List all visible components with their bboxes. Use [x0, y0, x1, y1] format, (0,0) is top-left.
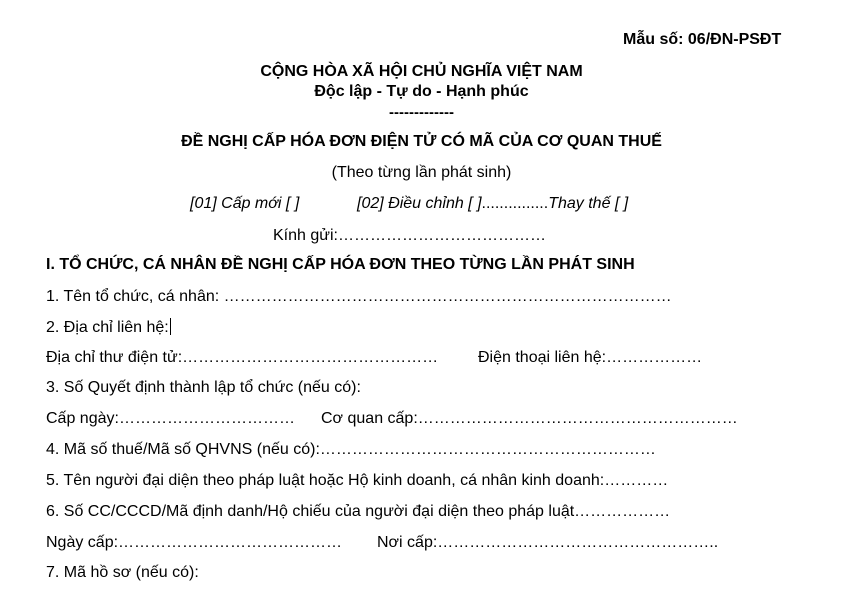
field-issue-date: Cấp ngày:…………………………… [46, 410, 295, 427]
recipient: Kính gửi:………………………………… [273, 227, 546, 244]
field-decision: 3. Số Quyết định thành lập tổ chức (nếu có): [46, 379, 361, 396]
field-issuing-agency: Cơ quan cấp:…………………………………………………… [321, 410, 738, 427]
section-heading: I. TỔ CHỨC, CÁ NHÂN ĐỀ NGHỊ CẤP HÓA ĐƠN THEO TỪNG LẦN PHÁT SINH [46, 256, 635, 273]
option-replace: Thay thế [ ] [548, 195, 629, 212]
field-tax-code: 4. Mã số thuế/Mã số QHVNS (nếu có):……………………………………………………… [46, 441, 656, 458]
option-adjust-label: [02] Điều chỉnh [ ] [357, 195, 482, 212]
field-file-code: 7. Mã hồ sơ (nếu có): [46, 564, 199, 581]
national-motto: Độc lập - Tự do - Hạnh phúc [314, 83, 529, 100]
header-separator: ------------- [389, 104, 454, 121]
field-id-place: Nơi cấp:…………………………………………….. [377, 534, 719, 551]
field-name: 1. Tên tổ chức, cá nhân: ………………………………………………………………………… [46, 288, 672, 305]
field-id-date: Ngày cấp:…………………………………… [46, 534, 343, 551]
option-adjust [357, 195, 628, 213]
field-address-label: 2. Địa chỉ liên hệ: [46, 319, 169, 336]
field-address[interactable] [46, 318, 171, 337]
field-id-number: 6. Số CC/CCCD/Mã định danh/Hộ chiếu của người đại diện theo pháp luật……………… [46, 503, 671, 520]
document-subtitle: (Theo từng lần phát sinh) [331, 164, 512, 181]
option-new: [01] Cấp mới [ ] [190, 195, 300, 212]
country-name: CỘNG HÒA XÃ HỘI CHỦ NGHĨA VIỆT NAM [260, 63, 583, 80]
field-representative: 5. Tên người đại diện theo pháp luật hoặc Hộ kinh doanh, cá nhân kinh doanh:………… [46, 472, 669, 489]
field-phone: Điện thoại liên hệ:……………… [478, 349, 703, 366]
text-cursor [170, 318, 171, 335]
document-title: ĐỀ NGHỊ CẤP HÓA ĐƠN ĐIỆN TỬ CÓ MÃ CỦA CƠ QUAN THUẾ [181, 133, 662, 150]
field-email: Địa chỉ thư điện tử:………………………………………… [46, 349, 439, 366]
form-code: Mẫu số: 06/ĐN-PSĐT [623, 31, 782, 48]
option-adjust-dots: ............... [481, 195, 549, 212]
